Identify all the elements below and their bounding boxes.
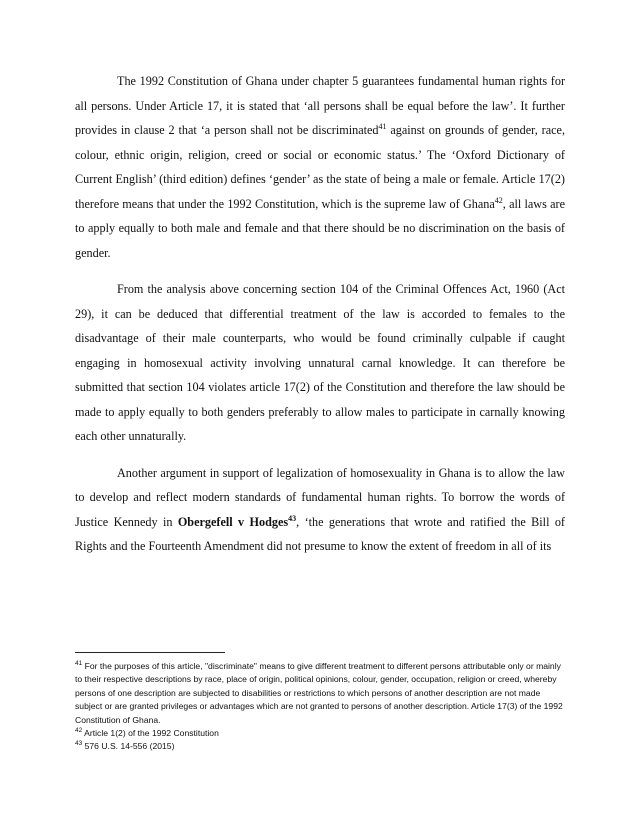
footnote-number: 41: [75, 660, 83, 668]
paragraph-1: [75, 69, 565, 265]
footnote-43: [75, 740, 565, 753]
footnote-number: 42: [75, 727, 83, 735]
footnote-ref-43[interactable]: [288, 513, 296, 522]
footnote-text: Article 1(2) of the 1992 Constitution: [82, 728, 219, 739]
paragraph-1-part-a: The 1992 Constitution of Ghana under chapter 5 guarantees fundamental human rights for all persons. Under Article 17, it is stated that ‘all persons shall be equal before the law’. It further provides in clause 2 that ‘a person shall not be discriminated: [75, 74, 565, 137]
footnote-number: 43: [75, 740, 83, 748]
case-name: Obergefell v Hodges: [177, 514, 289, 529]
paragraph-3: [75, 461, 565, 559]
paragraph-2: From the analysis above concerning section 104 of the Criminal Offences Act, 1960 (Act 29), it can be deduced that differential treatment of the law is accorded to females to the disadvantage of their male counterparts, who would be found criminally culpable if caught engaging in homosexual activity involving unnatural carnal knowledge. It can therefore be submitted that section 104 violates article 17(2) of the Constitution and therefore the law should be made to apply equally to both genders preferably to allow males to participate in carnally knowing each other unnaturally.: [75, 282, 565, 443]
paragraph-1-part-c: , all laws are to apply equally to both male and female and that there should be no discrimination on the basis of gender.: [75, 196, 565, 260]
footnotes: [75, 660, 565, 754]
paragraph-3-part-a: Another argument in support of legalization of homosexuality in Ghana is to allow the law to develop and reflect modern standards of fundamental human rights. To borrow the words of Justice Kennedy in: [75, 465, 565, 529]
paragraph-3-part-b: , ‘the generations that wrote and ratified the Bill of Rights and the Fourteenth Amendment did not presume to know the extent of freedom in all of its: [75, 514, 565, 553]
footnote-ref-42[interactable]: 42: [494, 195, 503, 205]
body-text: [75, 69, 565, 571]
footnote-text: For the purposes of this article, "discriminate" means to give different treatment to different persons attributable only or mainly to their respective descriptions by race, place of origin, political opinions, colour, gender, occupation, religion or creed, whereby persons of one description are subjected to disabilities or restrictions to which persons of another description are not made subject or are granted privileges or advantages which are not granted to persons of another description. Article 17(3) of the 1992 Constitution of Ghana.: [75, 661, 563, 725]
footnote-text: 576 U.S. 14-556 (2015): [82, 741, 175, 752]
footnote-42: [75, 727, 565, 740]
paragraph-1-part-b: against on grounds of gender, race, colour, ethnic origin, religion, creed or social or economic status.’ The ‘Oxford Dictionary of Current English’ (third edition) defines ‘gender’ as the state of being a male or female. Article 17(2) therefore means that under the 1992 Constitution, which is the supreme law of Ghana: [75, 123, 565, 211]
footnote-41: [75, 660, 565, 727]
footnote-ref-41[interactable]: 41: [378, 121, 387, 131]
footnote-ref-43-label: 43: [288, 513, 297, 523]
footnote-separator: [75, 652, 225, 653]
